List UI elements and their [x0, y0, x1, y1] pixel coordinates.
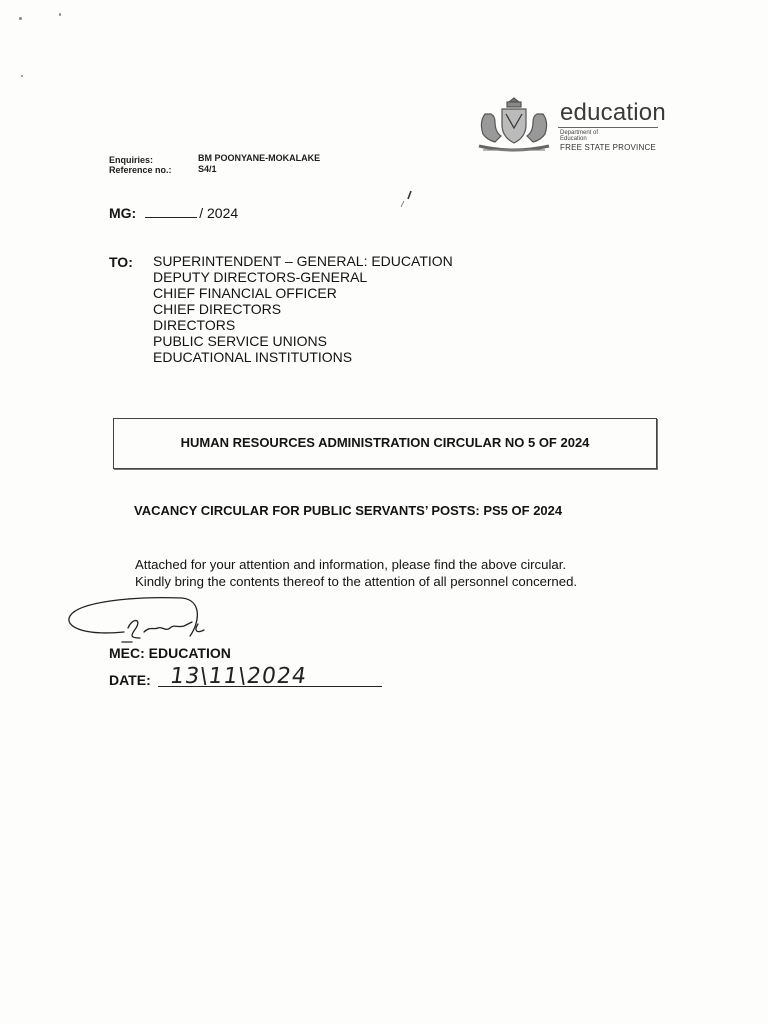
circular-title-box	[113, 418, 657, 469]
education-wordmark: education	[560, 99, 666, 126]
recipient-list	[153, 253, 453, 365]
date-label: DATE:	[109, 672, 151, 688]
scan-speck	[21, 75, 23, 77]
department-line-2: Education	[560, 136, 587, 142]
enquiries-label: Enquiries:	[109, 155, 154, 165]
to-label: TO:	[109, 254, 133, 270]
handwritten-date: 13\11\2024	[168, 664, 309, 689]
mec-title: MEC: EDUCATION	[109, 645, 231, 661]
mg-year: / 2024	[199, 205, 239, 221]
department-line-1: Department of	[560, 130, 599, 136]
mg-label: MG:	[109, 205, 137, 221]
recipient-item: DIRECTORS	[153, 317, 236, 333]
reference-value: S4/1	[198, 164, 217, 174]
pen-mark-icon	[398, 189, 418, 211]
scan-speck	[19, 17, 22, 20]
letterhead-rule	[558, 127, 658, 128]
recipient-item: DEPUTY DIRECTORS-GENERAL	[153, 269, 368, 285]
enquiries-value: BM POONYANE-MOKALAKE	[198, 153, 321, 163]
mg-number-blank	[145, 206, 197, 218]
reference-label: Reference no.:	[109, 165, 172, 175]
circular-subtitle: VACANCY CIRCULAR FOR PUBLIC SERVANTS’ POSTS: PS5 OF 2024	[134, 503, 563, 518]
recipient-item: CHIEF FINANCIAL OFFICER	[153, 285, 337, 301]
recipient-item: SUPERINTENDENT – GENERAL: EDUCATION	[153, 253, 453, 269]
circular-title: HUMAN RESOURCES ADMINISTRATION CIRCULAR NO 5 OF 2024	[180, 435, 590, 450]
recipient-item: EDUCATIONAL INSTITUTIONS	[153, 349, 353, 365]
body-line-1: Attached for your attention and information, please find the above circular.	[135, 557, 567, 572]
body-paragraph	[135, 556, 577, 590]
scan-speck	[59, 13, 61, 16]
recipient-item: CHIEF DIRECTORS	[153, 301, 282, 317]
body-line-2: Kindly bring the contents thereof to the attention of all personnel concerned.	[135, 574, 578, 589]
province-name: FREE STATE PROVINCE	[560, 143, 656, 152]
mg-reference	[109, 205, 238, 221]
recipient-item: PUBLIC SERVICE UNIONS	[153, 333, 328, 349]
coat-of-arms-logo	[471, 94, 557, 156]
